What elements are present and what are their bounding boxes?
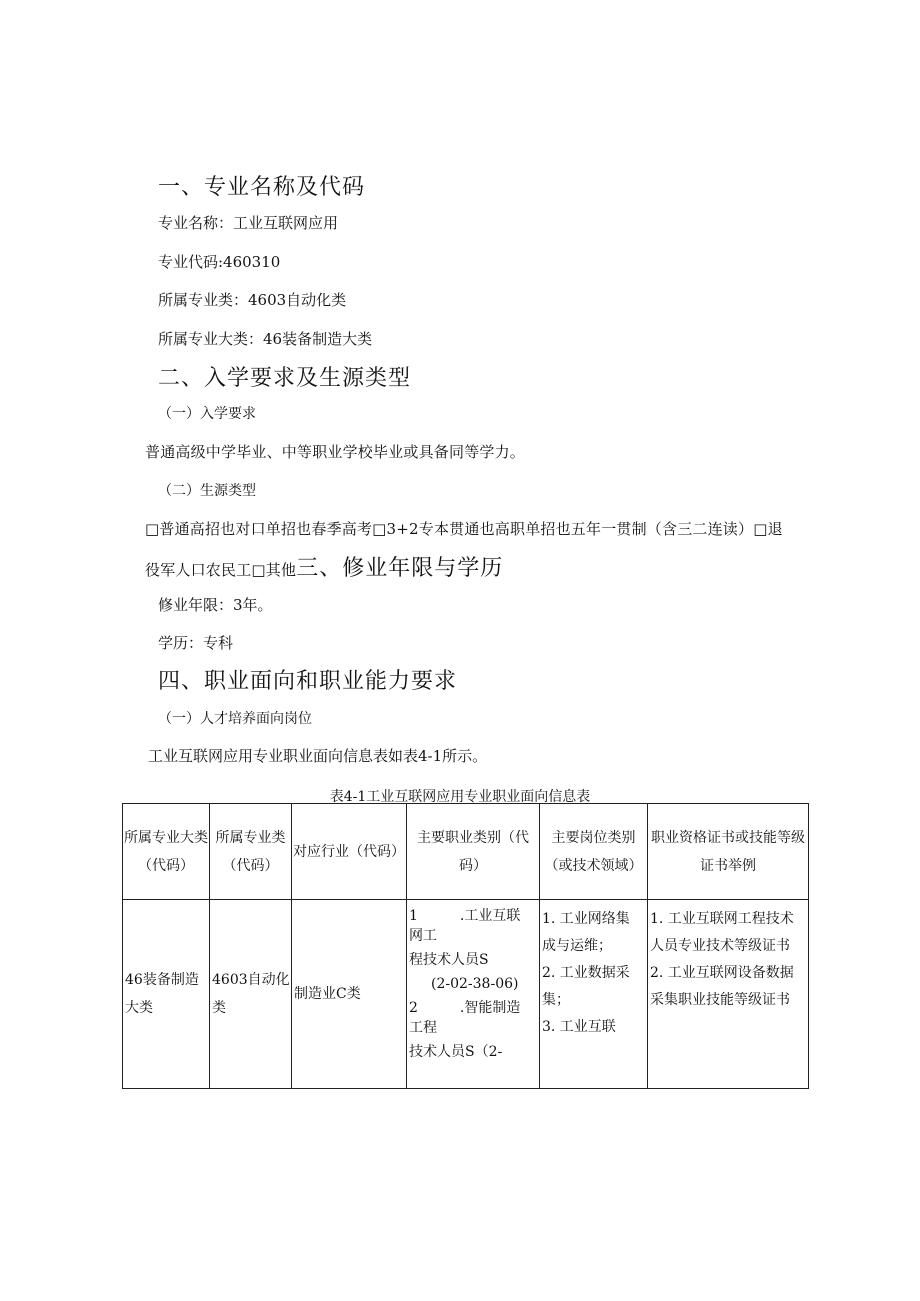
cert-line: 采集职业技能等级证书	[650, 992, 790, 1008]
cert-line: 2. 工业互联网设备数据	[650, 965, 794, 981]
header-industry: 对应行业（代码）	[292, 804, 407, 900]
post-line: 集；	[542, 992, 570, 1008]
source-types-line2-wrap	[145, 551, 503, 582]
cell-certificate	[648, 900, 809, 1089]
table-intro: 工业互联网应用专业职业面向信息表如表4-1所示。	[148, 747, 488, 765]
post-type-lines	[540, 900, 647, 1041]
header-job-type: 主要职业类别（代码）	[407, 804, 540, 900]
industry-value: 制造业C类	[294, 986, 361, 1002]
source-types-line2: 役军人口农民工□其他	[145, 561, 297, 579]
major-category: 所属专业类：4603自动化类	[158, 291, 347, 309]
section4-sub1: （一）人才培养面向岗位	[158, 711, 312, 727]
category-value: 4603自动化类	[212, 972, 290, 1016]
post-line: 成与运维；	[542, 938, 612, 954]
cell-category	[210, 900, 292, 1089]
section2-heading: 二、入学要求及生源类型	[158, 366, 412, 391]
major-code: 专业代码:460310	[158, 253, 281, 271]
table-caption: 表4-1工业互联网应用专业职业面向信息表	[329, 789, 591, 805]
certificate-lines	[648, 900, 808, 1014]
job-line: 网工	[409, 928, 437, 944]
degree: 学历：专科	[158, 634, 234, 652]
big-category-value: 46装备制造大类	[125, 972, 199, 1016]
source-types-line1: □普通高招也对口单招也春季高考□3+2专本贯通也高职单招也五年一贯制（含三二连读）□退	[145, 520, 783, 538]
post-line: 1. 工业网络集	[542, 911, 630, 927]
header-certificate: 职业资格证书或技能等级证书举例	[648, 804, 809, 900]
table-row	[123, 900, 809, 1089]
cell-big-category	[123, 900, 210, 1089]
job-line: 2 .智能制造	[409, 1000, 521, 1016]
major-big-category: 所属专业大类：46装备制造大类	[158, 330, 373, 348]
header-category: 所属专业类（代码）	[210, 804, 292, 900]
post-line: 3. 工业互联	[542, 1019, 616, 1035]
section3-heading: 三、修业年限与学历	[296, 556, 504, 581]
job-line: 1 .工业互联	[409, 908, 521, 924]
section2-sub1: （一）入学要求	[158, 406, 256, 422]
job-type-lines	[407, 900, 539, 1062]
cell-industry	[292, 900, 407, 1089]
job-line: 技术人员S（2-	[409, 1044, 503, 1060]
cell-post-type	[540, 900, 648, 1089]
job-line: 工程	[409, 1020, 437, 1036]
cell-job-type	[407, 900, 540, 1089]
section2-sub2: （二）生源类型	[158, 483, 256, 499]
job-line: (2-02-38-06)	[431, 976, 519, 992]
section4-heading: 四、职业面向和职业能力要求	[158, 669, 458, 694]
study-years: 修业年限：3年。	[158, 596, 273, 614]
header-post-type: 主要岗位类别（或技术领域）	[540, 804, 648, 900]
job-line: 程技术人员S	[409, 952, 489, 968]
cert-line: 1. 工业互联网工程技术	[650, 911, 794, 927]
career-info-table	[122, 803, 809, 1089]
section1-heading: 一、专业名称及代码	[158, 175, 366, 200]
table-header-row	[123, 804, 809, 900]
cert-line: 人员专业技术等级证书	[650, 938, 790, 954]
post-line: 2. 工业数据采	[542, 965, 630, 981]
header-big-category: 所属专业大类（代码）	[123, 804, 210, 900]
admission-requirement: 普通高级中学毕业、中等职业学校毕业或具备同等学力。	[145, 443, 526, 461]
major-name: 专业名称：工业互联网应用	[158, 214, 339, 232]
